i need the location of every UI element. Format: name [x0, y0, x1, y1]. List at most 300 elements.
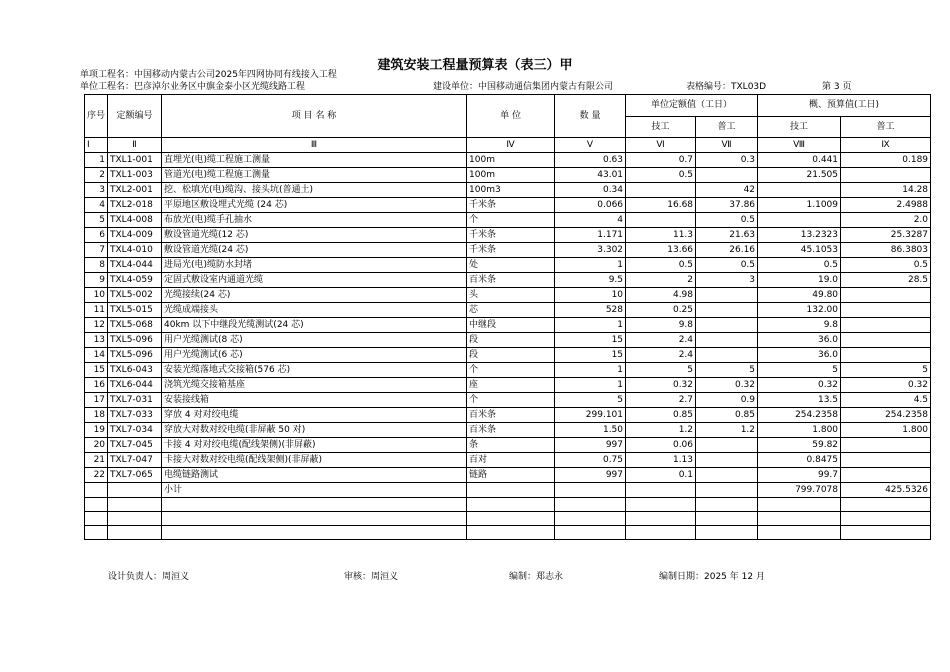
table-row [85, 378, 931, 393]
table-row [85, 183, 931, 198]
cell-total-skilled: 1.800 [758, 423, 841, 438]
cell-unit-skilled: 1.13 [626, 453, 696, 468]
cell-unit-general: 42 [696, 183, 758, 198]
cell-quota-code: TXL7-034 [108, 423, 162, 438]
cell-unit-skilled [626, 183, 696, 198]
table-row [85, 468, 931, 483]
table-row [85, 423, 931, 438]
roman-col-3: Ⅲ [162, 138, 467, 153]
cell-unit-skilled: 5 [626, 363, 696, 378]
cell-unit-general: 1.2 [696, 423, 758, 438]
cell-seq: 18 [85, 408, 108, 423]
cell-seq [85, 498, 108, 512]
cell-unit-skilled: 0.25 [626, 303, 696, 318]
table-row [85, 288, 931, 303]
cell-total-skilled: 0.441 [758, 153, 841, 168]
unit-name: 巴彦淖尔业务区中旗金泰小区光缆线路工程 [134, 82, 306, 92]
cell-unit: 100m3 [467, 183, 555, 198]
cell-item-name: 用户光缆测试(8 芯) [162, 333, 467, 348]
cell-item-name: 用户光缆测试(6 芯) [162, 348, 467, 363]
builder-name: 中国移动通信集团内蒙古有限公司 [478, 82, 614, 92]
table-row [85, 318, 931, 333]
cell-quantity: 43.01 [555, 168, 626, 183]
cell-quota-code: TXL5-096 [108, 348, 162, 363]
cell-unit: 100m [467, 168, 555, 183]
cell-quantity: 0.75 [555, 453, 626, 468]
cell-unit: 百对 [467, 453, 555, 468]
cell-unit: 千米条 [467, 198, 555, 213]
cell-unit-general: 3 [696, 273, 758, 288]
cell-total-general [841, 438, 931, 453]
cell-unit: 座 [467, 378, 555, 393]
cell-quantity: 1.50 [555, 423, 626, 438]
cell-unit-general [696, 303, 758, 318]
cell-total-general [841, 512, 931, 526]
header-quota-code: 定额编号 [108, 95, 162, 138]
cell-total-skilled [758, 498, 841, 512]
cell-total-skilled: 49.80 [758, 288, 841, 303]
roman-col-5: Ⅴ [555, 138, 626, 153]
cell-quantity: 1 [555, 318, 626, 333]
table-row [85, 303, 931, 318]
cell-seq: 21 [85, 453, 108, 468]
cell-quantity: 10 [555, 288, 626, 303]
table-row [85, 408, 931, 423]
cell-unit-skilled: 0.1 [626, 468, 696, 483]
cell-quota-code: TXL7-045 [108, 438, 162, 453]
cell-quota-code [108, 526, 162, 540]
cell-unit-general [696, 438, 758, 453]
cell-total-general [841, 453, 931, 468]
cell-total-skilled: 0.8475 [758, 453, 841, 468]
header-total-general: 普工 [841, 117, 931, 138]
table-row [85, 333, 931, 348]
cell-quantity: 1.171 [555, 228, 626, 243]
table-row [85, 363, 931, 378]
table-row [85, 512, 931, 526]
cell-quota-code: TXL5-068 [108, 318, 162, 333]
cell-quota-code: TXL7-031 [108, 393, 162, 408]
reviewer-credit: 审核：周洹义 [344, 572, 399, 582]
cell-unit-general [696, 318, 758, 333]
cell-unit: 处 [467, 258, 555, 273]
cell-quota-code: TXL6-044 [108, 378, 162, 393]
roman-col-4: Ⅳ [467, 138, 555, 153]
cell-total-skilled: 0.32 [758, 378, 841, 393]
cell-item-name: 安装接线箱 [162, 393, 467, 408]
cell-quantity: 1 [555, 258, 626, 273]
unit-line [80, 82, 305, 93]
cell-quantity: 3.302 [555, 243, 626, 258]
cell-unit-general: 21.63 [696, 228, 758, 243]
cell-unit-general [696, 468, 758, 483]
roman-header-row [85, 138, 931, 153]
cell-item-name: 平原地区敷设埋式光缆 (24 芯) [162, 198, 467, 213]
cell-total-general: 14.28 [841, 183, 931, 198]
cell-unit-general [696, 288, 758, 303]
table-row [85, 228, 931, 243]
cell-item-name: 敷设管道光缆(12 芯) [162, 228, 467, 243]
project-name: 中国移动内蒙古公司2025年四网协同有线接入工程 [134, 70, 337, 80]
project-label: 单项工程名： [80, 70, 135, 80]
cell-item-name: 管道光(电)缆工程施工测量 [162, 168, 467, 183]
cell-item-name: 穿放大对数对绞电缆(非屏蔽 50 对) [162, 423, 467, 438]
cell-unit-general: 0.85 [696, 408, 758, 423]
table-row [85, 348, 931, 363]
builder-line [433, 82, 613, 93]
cell-total-skilled: 0.5 [758, 258, 841, 273]
cell-total-skilled: 5 [758, 363, 841, 378]
cell-unit: 条 [467, 438, 555, 453]
cell-total-skilled: 36.0 [758, 348, 841, 363]
cell-unit-general [696, 526, 758, 540]
cell-unit: 个 [467, 213, 555, 228]
cell-unit: 头 [467, 288, 555, 303]
cell-total-skilled: 9.8 [758, 318, 841, 333]
cell-unit-skilled: 2.7 [626, 393, 696, 408]
cell-unit-general [696, 483, 758, 498]
cell-quota-code [108, 512, 162, 526]
cell-unit-general [696, 498, 758, 512]
cell-seq: 15 [85, 363, 108, 378]
cell-quota-code: TXL5-002 [108, 288, 162, 303]
cell-seq: 1 [85, 153, 108, 168]
cell-total-general: 254.2358 [841, 408, 931, 423]
cell-unit [467, 498, 555, 512]
cell-seq: 2 [85, 168, 108, 183]
cell-quantity: 299.101 [555, 408, 626, 423]
cell-item-name: 安装光缆落地式交接箱(576 芯) [162, 363, 467, 378]
cell-unit: 个 [467, 363, 555, 378]
cell-seq: 20 [85, 438, 108, 453]
cell-item-name: 小计 [162, 483, 467, 498]
cell-item-name: 电缆链路测试 [162, 468, 467, 483]
cell-unit-skilled: 16.68 [626, 198, 696, 213]
cell-quantity: 0.34 [555, 183, 626, 198]
budget-table [84, 94, 931, 540]
cell-item-name [162, 498, 467, 512]
cell-item-name: 光缆成端接头 [162, 303, 467, 318]
table-row [85, 483, 931, 498]
cell-item-name: 40km 以下中继段光缆测试(24 芯) [162, 318, 467, 333]
cell-item-name: 直埋光(电)缆工程施工测量 [162, 153, 467, 168]
cell-total-general [841, 526, 931, 540]
cell-unit-general [696, 348, 758, 363]
cell-unit-general: 5 [696, 363, 758, 378]
cell-unit-general: 0.3 [696, 153, 758, 168]
cell-quota-code: TXL7-047 [108, 453, 162, 468]
cell-item-name: 挖、松填光(电)缆沟、接头坑(普通土) [162, 183, 467, 198]
cell-quantity: 997 [555, 468, 626, 483]
cell-total-general [841, 468, 931, 483]
header-item-name: 项 目 名 称 [162, 95, 467, 138]
cell-seq: 8 [85, 258, 108, 273]
cell-seq: 22 [85, 468, 108, 483]
cell-total-general [841, 348, 931, 363]
cell-seq: 4 [85, 198, 108, 213]
cell-unit [467, 512, 555, 526]
cell-unit: 链路 [467, 468, 555, 483]
cell-unit: 100m [467, 153, 555, 168]
cell-quantity: 15 [555, 333, 626, 348]
cell-quota-code: TXL1-001 [108, 153, 162, 168]
cell-unit-general: 0.5 [696, 213, 758, 228]
cell-seq: 11 [85, 303, 108, 318]
cell-unit-skilled: 4.98 [626, 288, 696, 303]
cell-unit-skilled [626, 512, 696, 526]
cell-total-skilled [758, 183, 841, 198]
roman-col-2: Ⅱ [108, 138, 162, 153]
cell-item-name: 光缆接续(24 芯) [162, 288, 467, 303]
cell-unit-skilled [626, 483, 696, 498]
cell-seq: 19 [85, 423, 108, 438]
cell-quota-code: TXL2-001 [108, 183, 162, 198]
cell-seq [85, 526, 108, 540]
cell-total-skilled: 36.0 [758, 333, 841, 348]
cell-unit-skilled: 11.3 [626, 228, 696, 243]
cell-item-name: 布放光(电)缆手孔抽水 [162, 213, 467, 228]
table-row [85, 498, 931, 512]
cell-quota-code: TXL4-008 [108, 213, 162, 228]
table-title: 建筑安装工程量预算表（表三）甲 [377, 58, 573, 73]
cell-quantity: 1 [555, 363, 626, 378]
cell-quantity [555, 498, 626, 512]
roman-col-6: Ⅵ [626, 138, 696, 153]
cell-total-general: 0.32 [841, 378, 931, 393]
cell-total-general: 2.0 [841, 213, 931, 228]
cell-unit: 千米条 [467, 243, 555, 258]
cell-quota-code: TXL6-043 [108, 363, 162, 378]
table-row [85, 273, 931, 288]
cell-total-general: 86.3803 [841, 243, 931, 258]
cell-total-general: 4.5 [841, 393, 931, 408]
cell-item-name: 敷设管道光缆(24 芯) [162, 243, 467, 258]
cell-unit: 段 [467, 333, 555, 348]
cell-item-name: 进局光(电)缆防水封堵 [162, 258, 467, 273]
cell-total-general [841, 168, 931, 183]
cell-unit-skilled: 2.4 [626, 348, 696, 363]
cell-total-skilled: 1.1009 [758, 198, 841, 213]
table-row [85, 438, 931, 453]
cell-unit: 千米条 [467, 228, 555, 243]
cell-total-general: 25.3287 [841, 228, 931, 243]
cell-item-name [162, 526, 467, 540]
header-row-1 [85, 95, 931, 117]
cell-unit-skilled: 0.85 [626, 408, 696, 423]
cell-quantity: 15 [555, 348, 626, 363]
cell-unit-skilled: 2.4 [626, 333, 696, 348]
cell-quota-code [108, 483, 162, 498]
cell-quota-code: TXL7-065 [108, 468, 162, 483]
header-unit-skilled: 技工 [626, 117, 696, 138]
roman-col-9: Ⅸ [841, 138, 931, 153]
cell-unit: 段 [467, 348, 555, 363]
cell-seq: 14 [85, 348, 108, 363]
roman-col-1: Ⅰ [85, 138, 108, 153]
cell-unit-skilled: 2 [626, 273, 696, 288]
cell-total-general: 0.5 [841, 258, 931, 273]
cell-unit-skilled: 0.5 [626, 168, 696, 183]
cell-quota-code: TXL2-018 [108, 198, 162, 213]
cell-item-name [162, 512, 467, 526]
table-row [85, 258, 931, 273]
cell-total-skilled: 99.7 [758, 468, 841, 483]
cell-total-skilled [758, 512, 841, 526]
cell-seq: 9 [85, 273, 108, 288]
designer-credit: 设计负责人：周洹义 [108, 572, 190, 582]
cell-quantity: 528 [555, 303, 626, 318]
cell-unit [467, 483, 555, 498]
cell-total-skilled: 799.7078 [758, 483, 841, 498]
cell-unit: 个 [467, 393, 555, 408]
cell-seq: 5 [85, 213, 108, 228]
cell-unit-skilled: 13.66 [626, 243, 696, 258]
cell-seq: 6 [85, 228, 108, 243]
cell-total-general: 28.5 [841, 273, 931, 288]
header-total-skilled: 技工 [758, 117, 841, 138]
cell-total-general [841, 318, 931, 333]
form-number-line [686, 82, 766, 93]
cell-unit-general [696, 168, 758, 183]
cell-unit-general [696, 512, 758, 526]
cell-total-general [841, 498, 931, 512]
table-row [85, 153, 931, 168]
cell-total-general: 2.4988 [841, 198, 931, 213]
cell-quantity: 0.066 [555, 198, 626, 213]
cell-quota-code: TXL1-003 [108, 168, 162, 183]
header-quantity: 数 量 [555, 95, 626, 138]
cell-unit-general: 26.16 [696, 243, 758, 258]
cell-total-skilled [758, 213, 841, 228]
cell-total-skilled [758, 526, 841, 540]
cell-unit-general: 37.86 [696, 198, 758, 213]
header-unit-quota: 单位定额值（工日） [626, 95, 758, 117]
compile-date: 编制日期：2025 年 12 月 [659, 572, 765, 582]
cell-quota-code: TXL4-044 [108, 258, 162, 273]
cell-seq: 3 [85, 183, 108, 198]
cell-quota-code: TXL4-009 [108, 228, 162, 243]
cell-unit-general [696, 453, 758, 468]
cell-total-general: 1.800 [841, 423, 931, 438]
cell-seq: 7 [85, 243, 108, 258]
cell-total-skilled: 59.82 [758, 438, 841, 453]
header-unit-general: 普工 [696, 117, 758, 138]
cell-unit-skilled: 9.8 [626, 318, 696, 333]
cell-total-skilled: 132.00 [758, 303, 841, 318]
cell-quantity: 4 [555, 213, 626, 228]
cell-quantity [555, 512, 626, 526]
cell-unit [467, 526, 555, 540]
cell-unit-skilled [626, 213, 696, 228]
cell-seq [85, 483, 108, 498]
cell-seq: 12 [85, 318, 108, 333]
cell-seq [85, 512, 108, 526]
form-label: 表格编号： [686, 82, 732, 92]
cell-total-general: 425.5326 [841, 483, 931, 498]
header-estimate: 概、预算值(工日) [758, 95, 931, 117]
cell-unit-skilled [626, 526, 696, 540]
cell-unit-skilled: 1.2 [626, 423, 696, 438]
cell-quantity [555, 483, 626, 498]
table-row [85, 453, 931, 468]
cell-unit-general: 0.32 [696, 378, 758, 393]
cell-total-general [841, 303, 931, 318]
table-row [85, 213, 931, 228]
cell-total-general [841, 333, 931, 348]
cell-total-skilled: 13.5 [758, 393, 841, 408]
cell-total-skilled: 13.2323 [758, 228, 841, 243]
roman-col-8: Ⅷ [758, 138, 841, 153]
cell-seq: 10 [85, 288, 108, 303]
cell-seq: 13 [85, 333, 108, 348]
table-row [85, 526, 931, 540]
roman-col-7: Ⅶ [696, 138, 758, 153]
cell-unit-general: 0.9 [696, 393, 758, 408]
cell-item-name: 卡接 4 对对绞电缆(配线架侧)(非屏蔽) [162, 438, 467, 453]
cell-quantity [555, 526, 626, 540]
cell-quota-code: TXL4-059 [108, 273, 162, 288]
cell-item-name: 卡接大对数对绞电缆(配线架侧)(非屏蔽) [162, 453, 467, 468]
cell-unit: 百米条 [467, 273, 555, 288]
table-row [85, 198, 931, 213]
table-row [85, 393, 931, 408]
cell-quota-code: TXL7-033 [108, 408, 162, 423]
header-seq: 序号 [85, 95, 108, 138]
cell-unit-skilled: 0.7 [626, 153, 696, 168]
cell-unit-general: 0.5 [696, 258, 758, 273]
cell-unit: 百米条 [467, 423, 555, 438]
page-number: 第 3 页 [822, 82, 852, 92]
cell-quantity: 9.5 [555, 273, 626, 288]
table-row [85, 243, 931, 258]
cell-item-name: 浇筑光缆交接箱基座 [162, 378, 467, 393]
cell-total-skilled: 19.0 [758, 273, 841, 288]
cell-quantity: 0.63 [555, 153, 626, 168]
cell-quantity: 1 [555, 378, 626, 393]
cell-unit: 中继段 [467, 318, 555, 333]
cell-unit-skilled [626, 498, 696, 512]
cell-total-skilled: 45.1053 [758, 243, 841, 258]
cell-total-general: 0.189 [841, 153, 931, 168]
table-row [85, 168, 931, 183]
form-number: TXL03D [731, 82, 767, 92]
cell-unit-general [696, 333, 758, 348]
cell-quota-code: TXL5-096 [108, 333, 162, 348]
cell-quota-code [108, 498, 162, 512]
cell-item-name: 穿放 4 对对绞电缆 [162, 408, 467, 423]
builder-label: 建设单位： [433, 82, 479, 92]
project-line [80, 70, 337, 81]
cell-unit: 百米条 [467, 408, 555, 423]
cell-unit-skilled: 0.5 [626, 258, 696, 273]
cell-unit: 芯 [467, 303, 555, 318]
cell-quantity: 997 [555, 438, 626, 453]
editor-credit: 编制：郑志永 [509, 572, 564, 582]
cell-total-general: 5 [841, 363, 931, 378]
table-body [85, 95, 931, 540]
cell-quantity: 5 [555, 393, 626, 408]
cell-quota-code: TXL5-015 [108, 303, 162, 318]
cell-seq: 17 [85, 393, 108, 408]
cell-seq: 16 [85, 378, 108, 393]
cell-total-skilled: 254.2358 [758, 408, 841, 423]
cell-total-skilled: 21.505 [758, 168, 841, 183]
cell-unit-skilled: 0.32 [626, 378, 696, 393]
cell-unit-skilled: 0.06 [626, 438, 696, 453]
unit-label: 单位工程名： [80, 82, 135, 92]
cell-quota-code: TXL4-010 [108, 243, 162, 258]
cell-item-name: 定固式敷设室内通道光缆 [162, 273, 467, 288]
